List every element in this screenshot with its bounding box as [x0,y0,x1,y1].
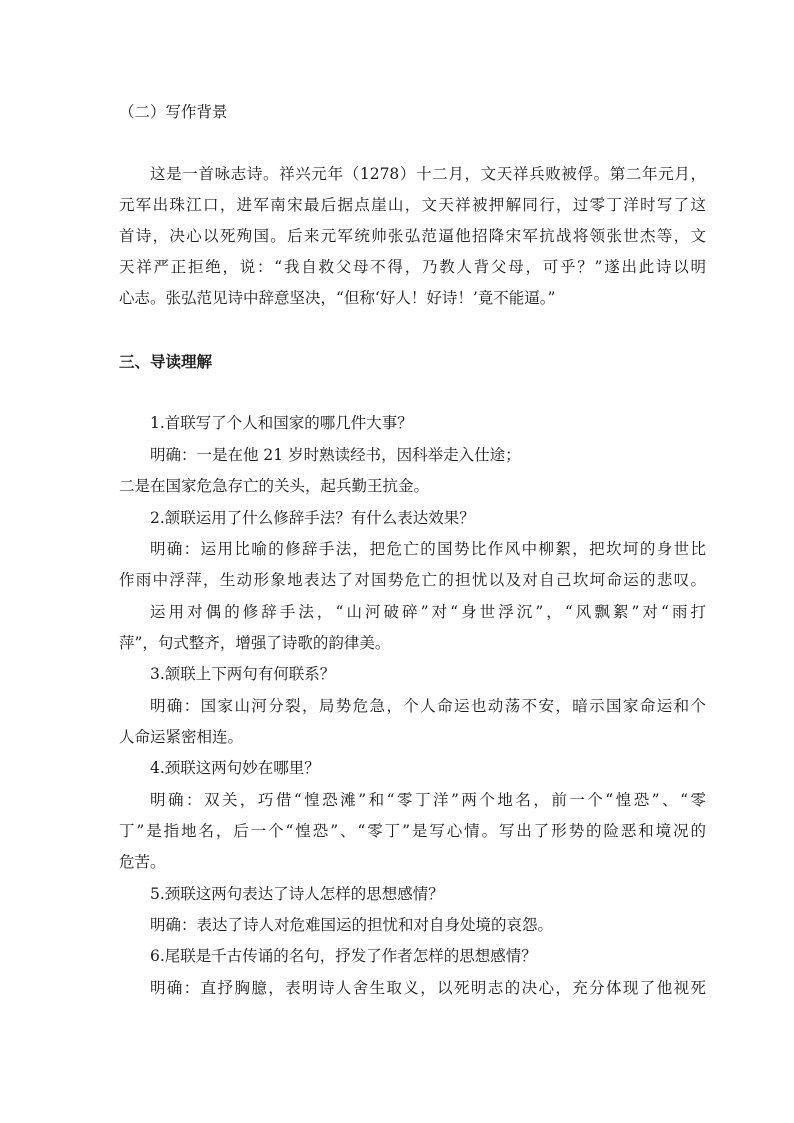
answer-line: 人命运紧密相连。 [119,728,244,746]
background-paragraph-line: 天祥严正拒绝，说：“我自救父母不得，乃教人背父母，可乎？”遂出此诗以明 [119,258,706,276]
section-heading-reading-comprehension: 三、导读理解 [119,352,213,371]
answer-line: 明确：双关，巧借“惶恐滩”和“零丁洋”两个地名，前一个“惶恐”、“零 [150,791,706,809]
answer-line: 明确：国家山河分裂，局势危急，个人命运也动荡不安，暗示国家命运和个 [150,697,706,715]
question-line: 3.颔联上下两句有何联系？ [150,665,336,683]
answer-line: 危苦。 [119,853,166,871]
answer-line: 明确：直抒胸臆，表明诗人舍生取义，以死明志的决心，充分体现了他视死 [150,979,706,997]
answer-line: 丁”是指地名，后一个“惶恐”、“零丁”是写心情。写出了形势的险恶和境况的 [119,822,706,840]
answer-line: 运用对偶的修辞手法，“山河破碎”对“身世浮沉”，“风飘絮”对“雨打 [150,603,706,621]
answer-line: 明确：运用比喻的修辞手法，把危亡的国势比作风中柳絮，把坎坷的身世比 [150,540,706,558]
answer-line: 明确：一是在他 21 岁时熟读经书，因科举走入仕途； [150,446,521,464]
answer-line: 萍”，句式整齐，增强了诗歌的韵律美。 [119,634,391,652]
background-paragraph-line: 首诗，决心以死殉国。后来元军统帅张弘范逼他招降宋军抗战将领张世杰等，文 [119,227,706,245]
background-paragraph-line: 元军出珠江口，进军南宋最后据点崖山，文天祥被押解同行，过零丁洋时写了这 [119,196,706,214]
question-line: 2.颔联运用了什么修辞手法？有什么表达效果？ [150,509,475,527]
question-line: 1.首联写了个人和国家的哪几件大事？ [150,414,413,432]
question-line: 5.颈联这两句表达了诗人怎样的思想感情？ [150,885,444,903]
answer-line: 作雨中浮萍，生动形象地表达了对国势危亡的担忧以及对自己坎坷命运的悲叹。 [119,571,706,589]
background-paragraph-line: 心志。张弘范见诗中辞意坚决，“但称‘好人！好诗！’竟不能逼。” [119,289,556,307]
answer-line: 二是在国家危急存亡的关头，起兵勤王抗金。 [119,477,430,495]
background-paragraph-line: 这是一首咏志诗。祥兴元年（1278）十二月，文天祥兵败被俘。第二年元月， [150,165,706,183]
question-line: 4.颈联这两句妙在哪里？ [150,759,320,777]
section-heading-writing-background: （二）写作背景 [119,103,228,121]
question-line: 6.尾联是千古传诵的名句，抒发了作者怎样的思想感情？ [150,947,537,965]
answer-line: 明确：表达了诗人对危难国运的担忧和对自身处境的哀怨。 [150,916,554,934]
